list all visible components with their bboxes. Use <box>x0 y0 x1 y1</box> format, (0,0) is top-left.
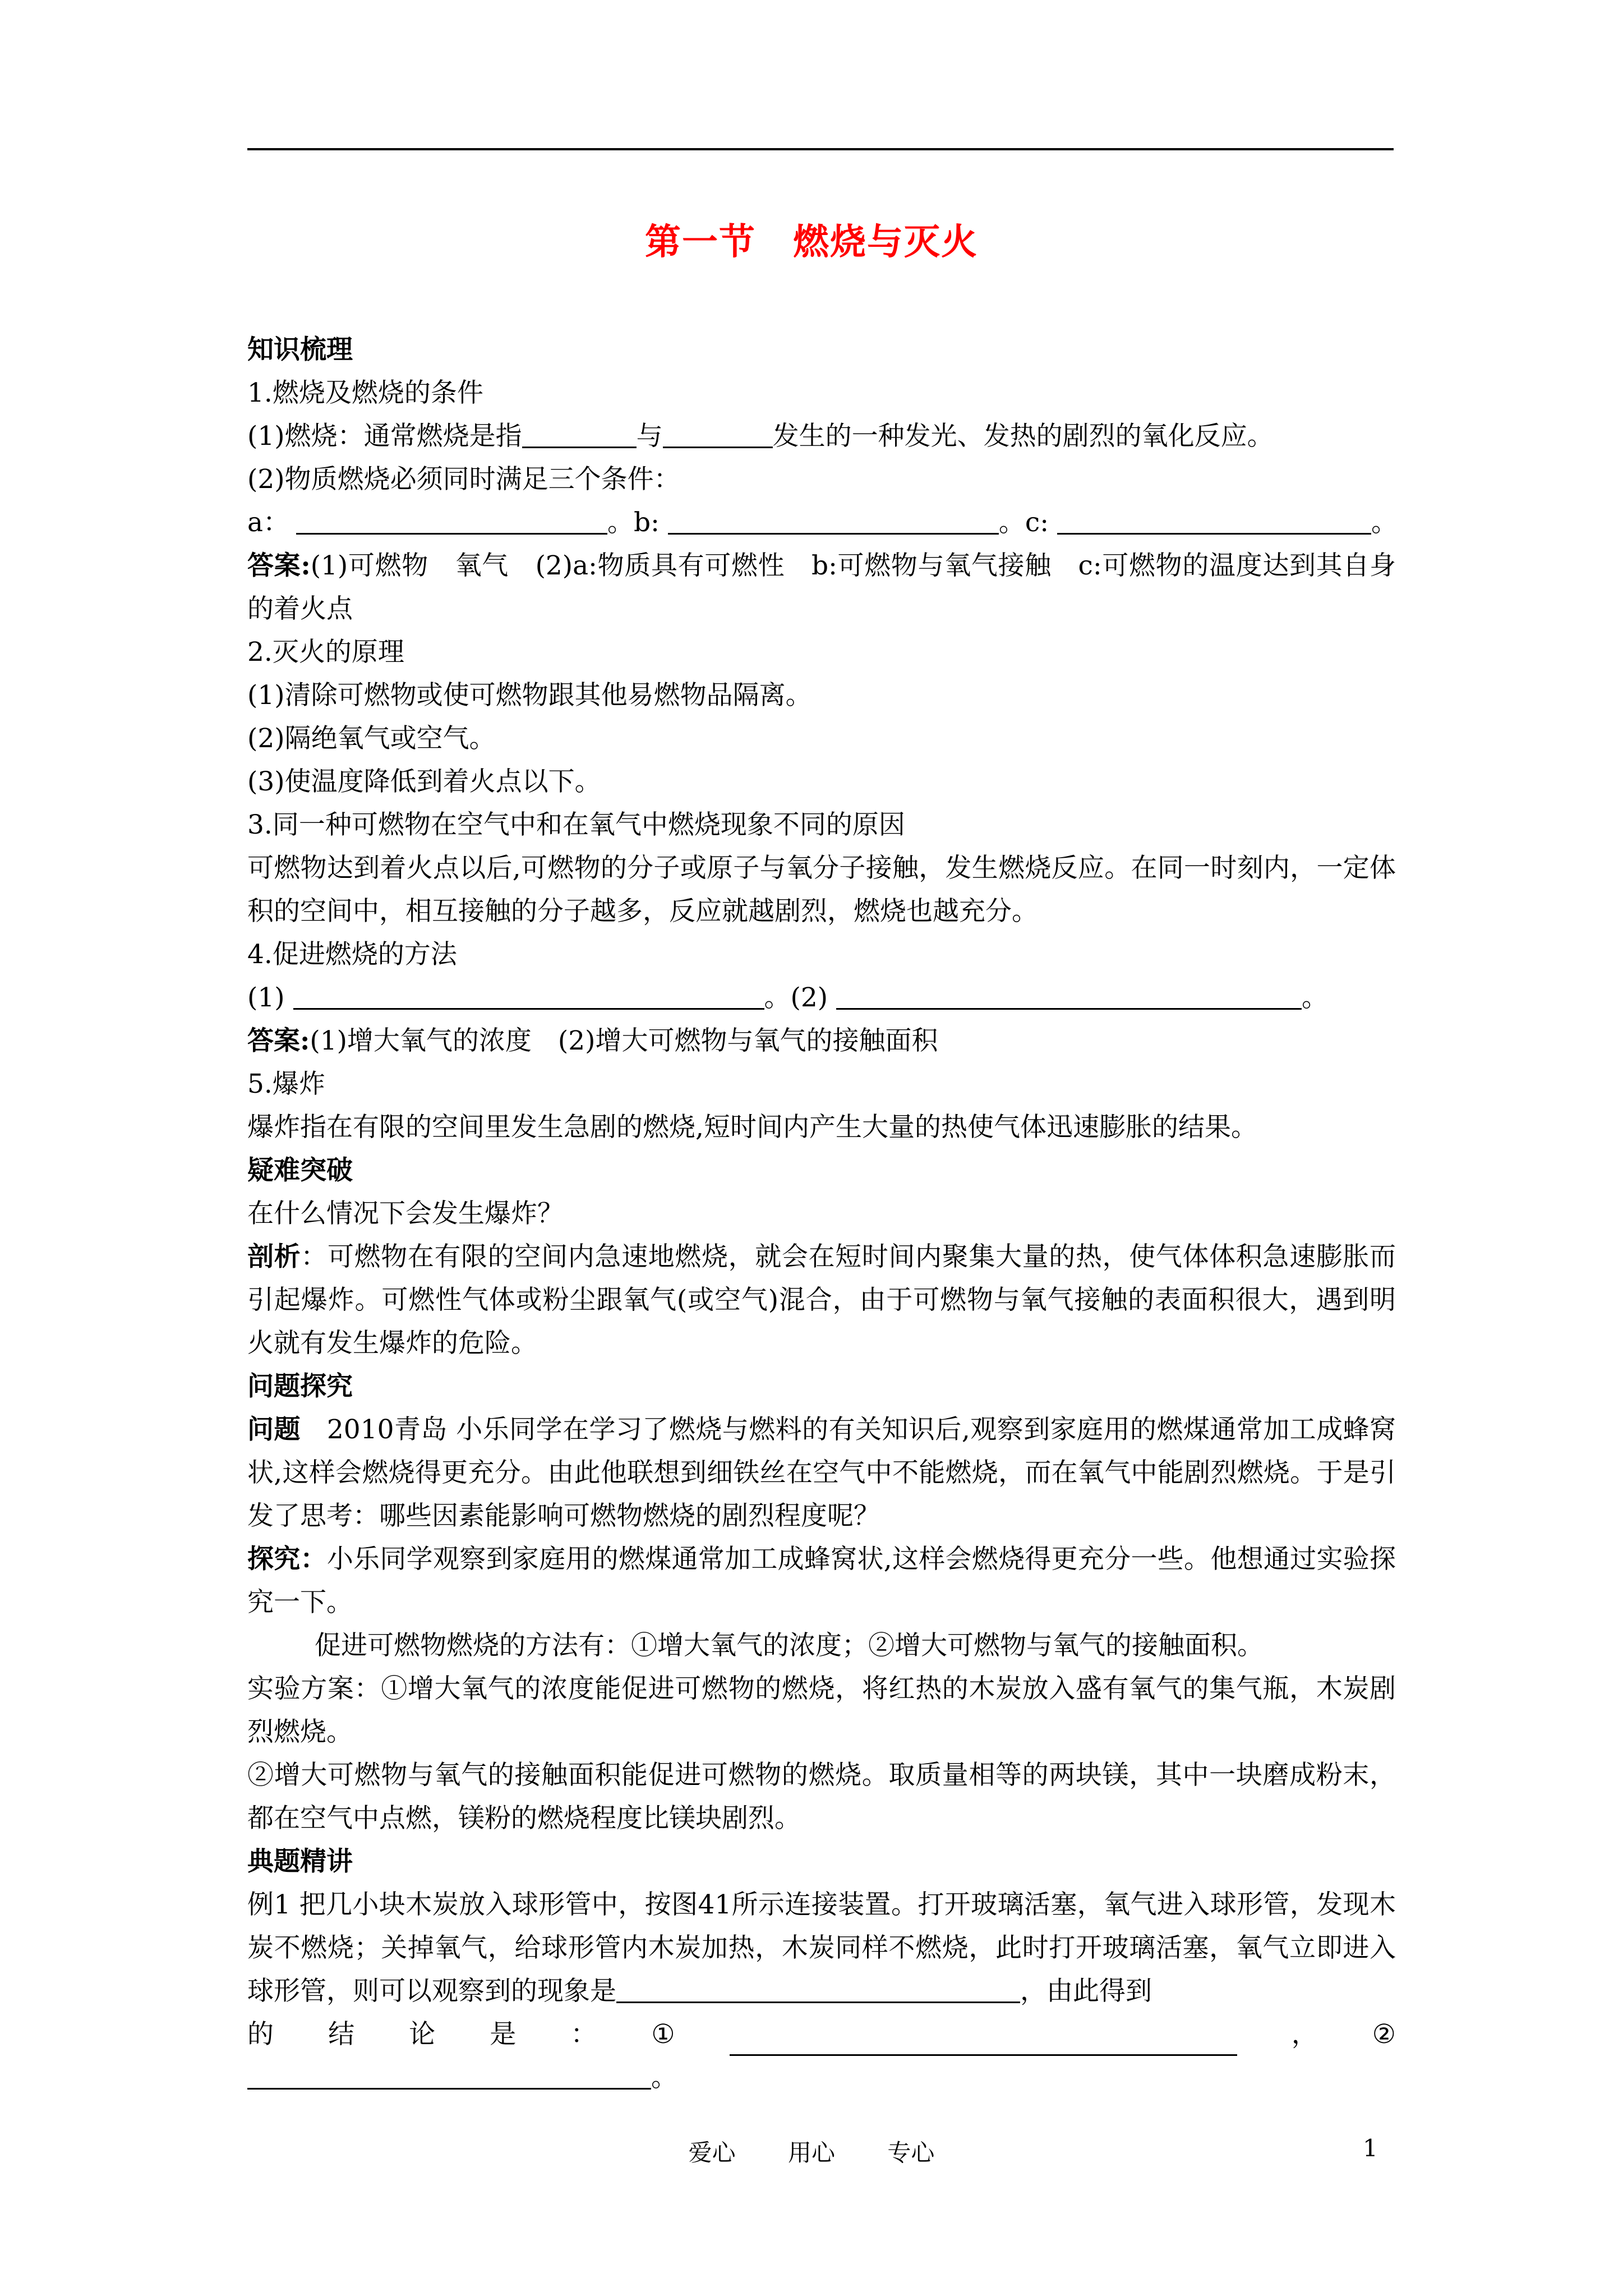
conclusion-char: 的 <box>247 2019 274 2050</box>
fill-blank[interactable] <box>522 422 637 448</box>
k2-item: (1)清除可燃物或使可燃物跟其他易燃物品隔离。 <box>247 680 812 711</box>
footer-item: 用心 <box>787 2139 835 2166</box>
fill-blank[interactable] <box>730 2030 1237 2056</box>
footer-item: 专心 <box>887 2139 935 2166</box>
fill-blank[interactable] <box>293 983 764 1010</box>
inquiry-explore <box>247 1538 1396 1624</box>
fill-blank[interactable] <box>247 2063 651 2090</box>
example-1-conclusion <box>247 2013 1396 2056</box>
fill-blank[interactable] <box>836 983 1302 1010</box>
k4-answer <box>247 1019 1396 1062</box>
analysis-label: 剖析 <box>247 1241 301 1272</box>
difficulty-question: 在什么情况下会发生爆炸？ <box>247 1198 564 1229</box>
k1-p1-mid: 与 <box>636 421 663 452</box>
conclusion-circle-2: ② <box>1372 2019 1396 2050</box>
k2-item: (3)使温度降低到着火点以下。 <box>247 766 601 797</box>
k4-l1: (1) <box>247 982 293 1013</box>
page-number: 1 <box>1363 2134 1378 2162</box>
inquiry-question <box>247 1408 1396 1538</box>
k1-conditions <box>247 501 1396 544</box>
header-rule <box>247 148 1394 150</box>
fill-blank[interactable] <box>616 1977 1020 2003</box>
inquiry-plan-1: 实验方案：①增大氧气的浓度能促进可燃物的燃烧，将红热的木炭放入盛有氧气的集气瓶，木炭剧烈燃烧。 <box>247 1673 1396 1747</box>
conclusion-char: 是 <box>490 2019 517 2050</box>
question-label: 问题 <box>247 1414 301 1445</box>
difficulty-analysis <box>247 1235 1396 1365</box>
k2-item: (2)隔绝氧气或空气。 <box>247 723 496 754</box>
footer-item: 爱心 <box>688 2139 736 2166</box>
fill-blank[interactable] <box>296 508 607 535</box>
section-heading-knowledge: 知识梳理 <box>247 334 353 365</box>
k3-heading: 3.同一种可燃物在空气中和在氧气中燃烧现象不同的原因 <box>247 809 905 840</box>
k1-p2: (2)物质燃烧必须同时满足三个条件： <box>247 464 680 495</box>
answer-text: (1)增大氧气的浓度 (2)增大可燃物与氧气的接触面积 <box>310 1025 938 1056</box>
k1-b-label: 。b: <box>607 507 668 538</box>
answer-label: 答案: <box>247 1025 310 1056</box>
k1-end: 。 <box>1371 507 1398 538</box>
fill-blank[interactable] <box>668 508 999 535</box>
conclusion-char: 结 <box>328 2019 355 2050</box>
footer <box>0 2134 1623 2168</box>
k4-l2: 。(2) <box>764 982 837 1013</box>
example-1-end: 。 <box>651 2062 677 2093</box>
explore-label: 探究： <box>247 1544 327 1575</box>
k1-a-label: a： <box>247 507 290 538</box>
k5-heading: 5.爆炸 <box>247 1069 325 1099</box>
inquiry-methods: 促进可燃物燃烧的方法有：①增大氧气的浓度；②增大可燃物与氧气的接触面积。 <box>315 1630 1264 1661</box>
k2-heading: 2.灭火的原理 <box>247 637 404 668</box>
k4-blanks <box>247 976 1396 1019</box>
answer-text: (1)可燃物 氧气 (2)a:物质具有可燃性 b:可燃物与氧气接触 c:可燃物的温度达到其自身的着火点 <box>247 550 1396 624</box>
k1-p1-post: 发生的一种发光、发热的剧烈的氧化反应。 <box>772 421 1274 452</box>
k1-p1 <box>247 415 1396 458</box>
fill-blank[interactable] <box>663 422 773 448</box>
example-1-text: 例1 把几小块木炭放入球形管中，按图41所示连接装置。打开玻璃活塞，氧气进入球形管，发现木炭不燃烧；关掉氧气，给球形管内木炭加热，木炭同样不燃烧，此时打开玻璃活塞，氧气立即进入球形管，则可以观察到的现象是 <box>247 1889 1396 2007</box>
section-heading-difficulty: 疑难突破 <box>247 1155 353 1186</box>
inquiry-plan-2: ②增大可燃物与氧气的接触面积能促进可燃物的燃烧。取质量相等的两块镁，其中一块磨成粉末，都在空气中点燃，镁粉的燃烧程度比镁块剧烈。 <box>247 1760 1396 1834</box>
example-1-after: ，由此得到 <box>1020 1976 1152 2007</box>
example-1-last <box>247 2056 1396 2099</box>
section-heading-inquiry: 问题探究 <box>247 1371 353 1402</box>
k4-end: 。 <box>1302 982 1329 1013</box>
analysis-text: ：可燃物在有限的空间内急速地燃烧，就会在短时间内聚集大量的热，使气体体积急速膨胀而引起爆炸。可燃性气体或粉尘跟氧气(或空气)混合，由于可燃物与氧气接触的表面积很大，遇到明火就有发生爆炸的危险。 <box>247 1241 1396 1359</box>
conclusion-char: 论 <box>409 2019 436 2050</box>
question-text: 2010青岛 小乐同学在学习了燃烧与燃料的有关知识后,观察到家庭用的燃煤通常加工成蜂窝状,这样会燃烧得更充分。由此他联想到细铁丝在空气中不能燃烧，而在氧气中能剧烈燃烧。于是引发了思考：哪些因素能影响可燃物燃烧的剧烈程度呢？ <box>247 1414 1396 1531</box>
explore-text: 小乐同学观察到家庭用的燃煤通常加工成蜂窝状,这样会燃烧得更充分一些。他想通过实验探究一下。 <box>247 1544 1396 1618</box>
conclusion-comma: ， <box>1291 2019 1318 2050</box>
k1-c-label: 。c: <box>998 507 1058 538</box>
fill-blank[interactable] <box>1057 508 1371 535</box>
conclusion-char: ① <box>651 2019 675 2050</box>
page-title: 第一节 燃烧与灭火 <box>645 221 978 263</box>
k1-p1-pre: (1)燃烧：通常燃烧是指 <box>247 421 522 452</box>
document-body <box>247 328 1396 2099</box>
conclusion-char: ： <box>570 2019 597 2050</box>
example-1 <box>247 1883 1396 2013</box>
k3-text: 可燃物达到着火点以后,可燃物的分子或原子与氧分子接触，发生燃烧反应。在同一时刻内，一定体积的空间中，相互接触的分子越多，反应就越剧烈，燃烧也越充分。 <box>247 853 1396 927</box>
k5-text: 爆炸指在有限的空间里发生急剧的燃烧,短时间内产生大量的热使气体迅速膨胀的结果。 <box>247 1112 1257 1143</box>
answer-label: 答案: <box>247 550 311 581</box>
section-heading-examples: 典题精讲 <box>247 1846 353 1877</box>
k1-heading: 1.燃烧及燃烧的条件 <box>247 378 483 408</box>
k1-answer <box>247 544 1396 631</box>
k4-heading: 4.促进燃烧的方法 <box>247 939 457 970</box>
